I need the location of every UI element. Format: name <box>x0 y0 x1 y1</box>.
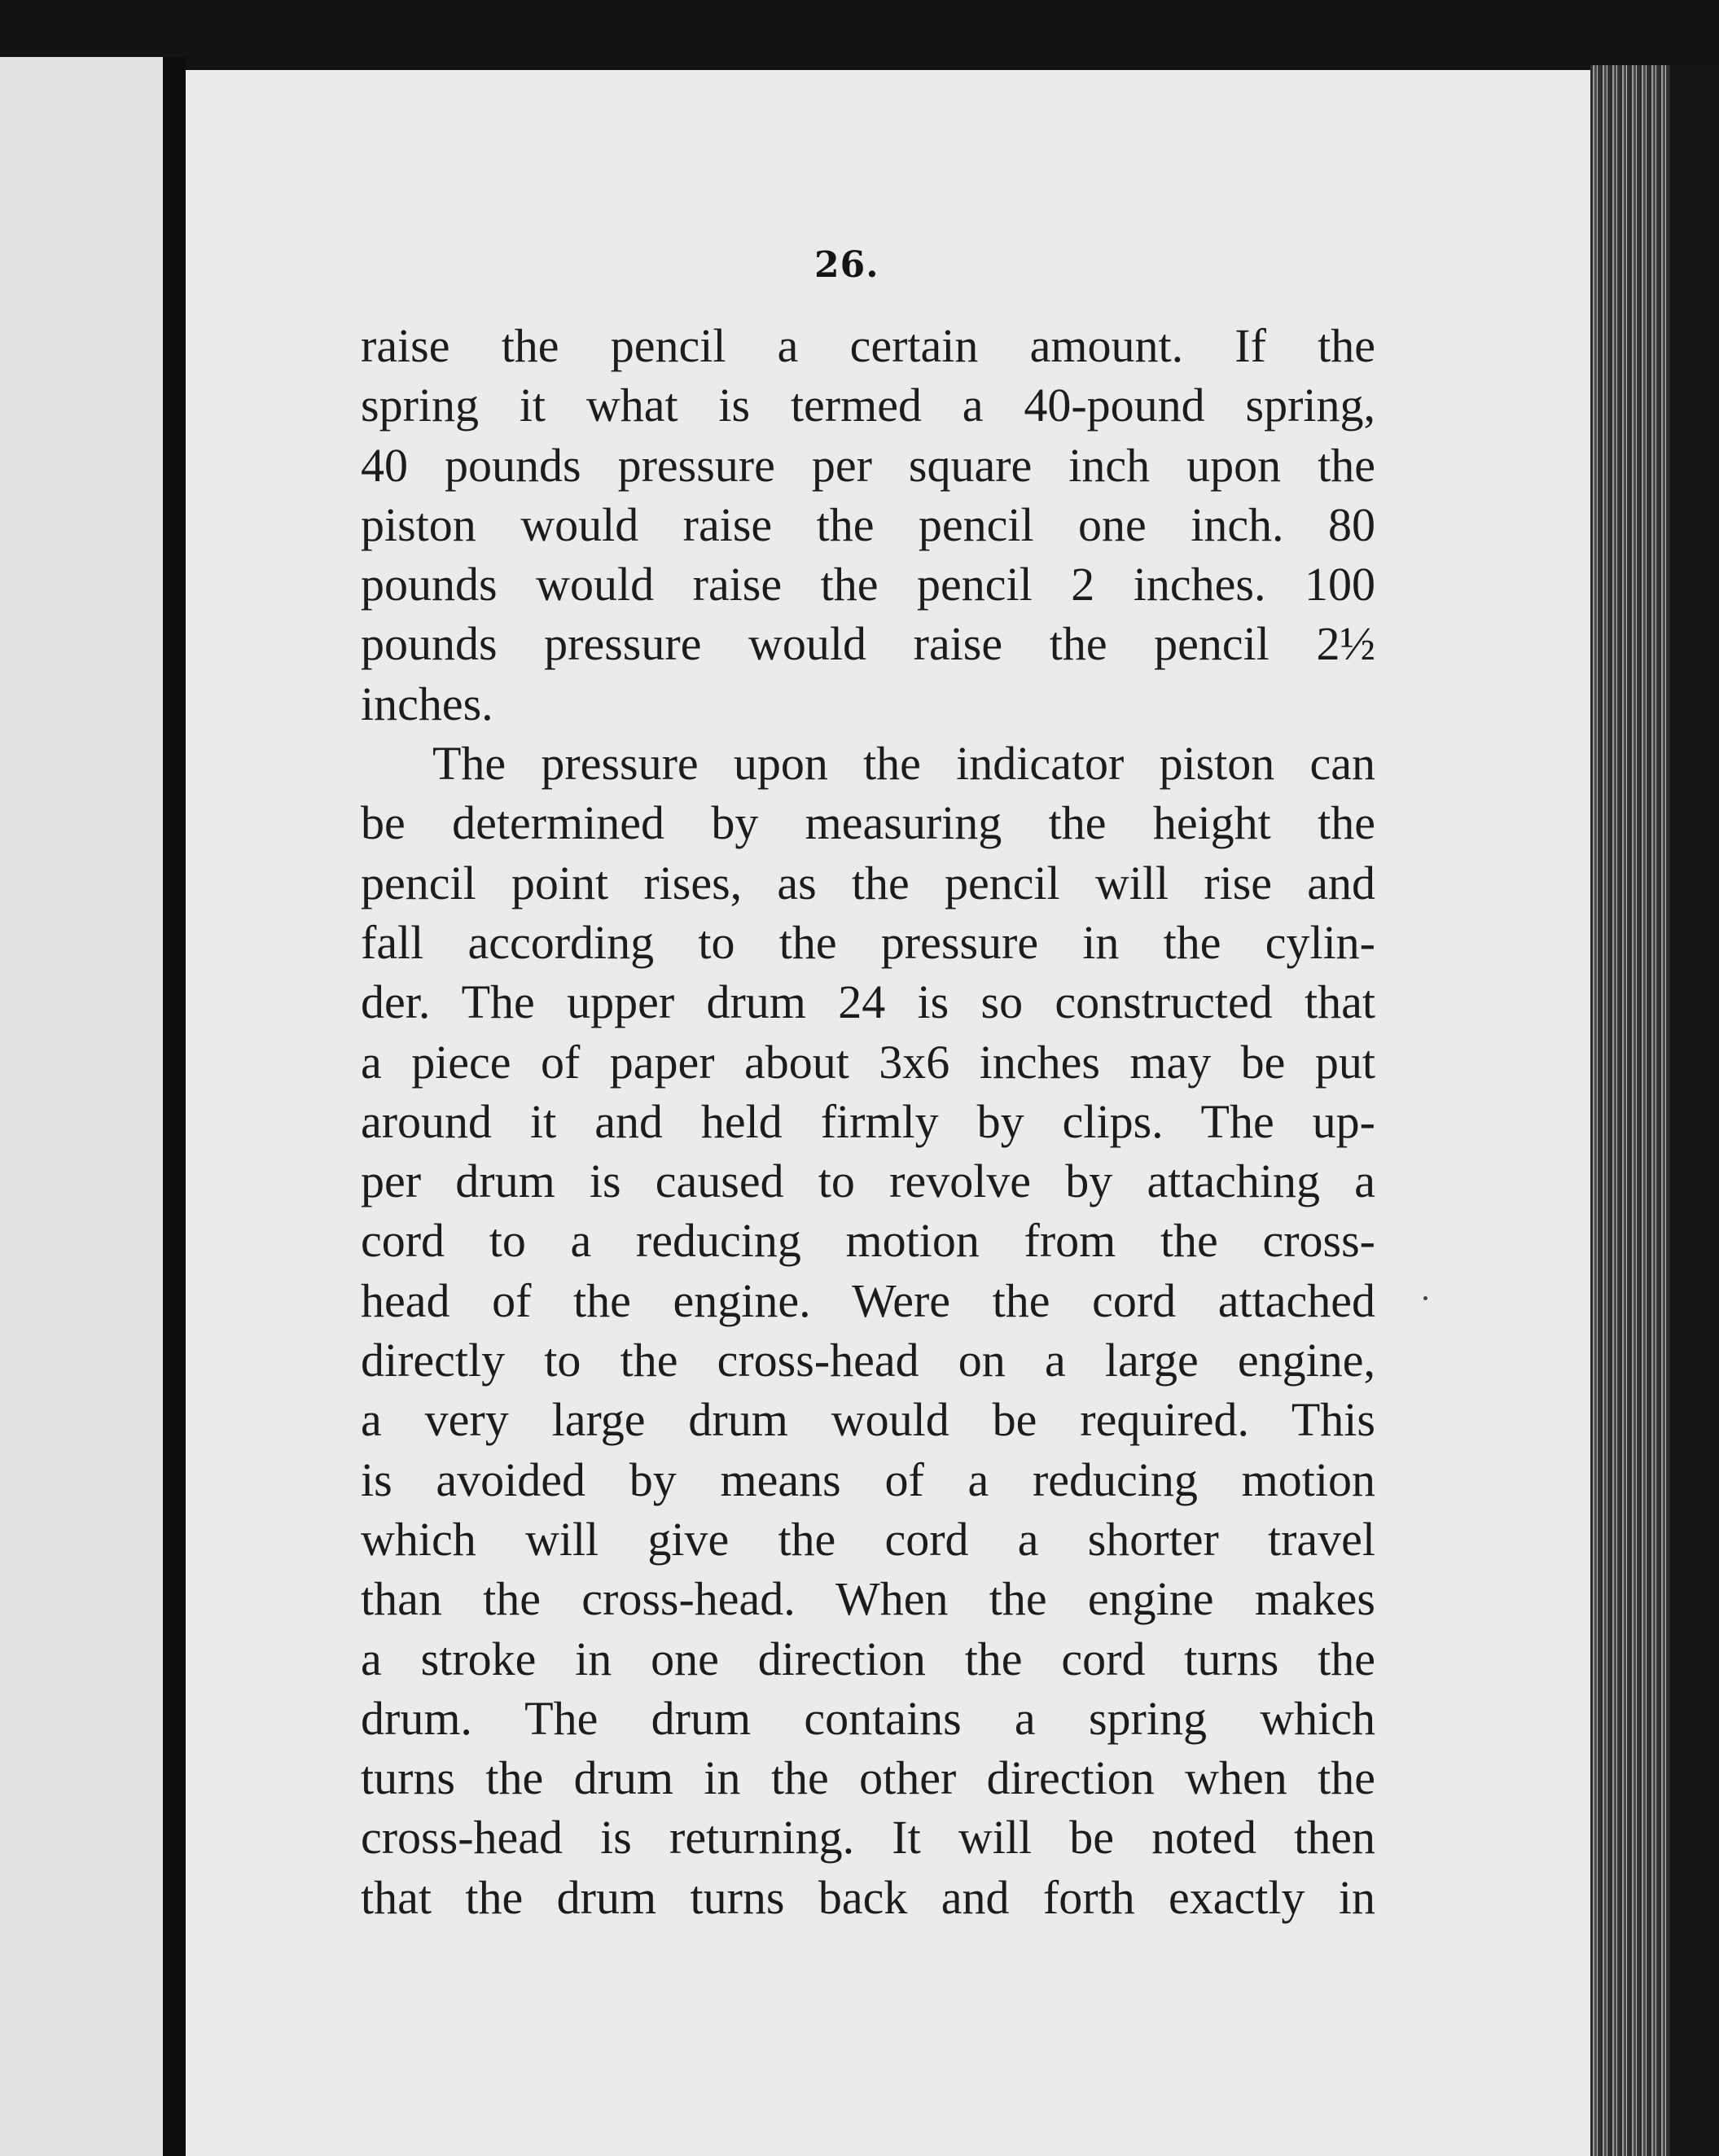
text-line: piston would raise the pencil one inch. 80 <box>361 497 1375 551</box>
text-line: cross-head is returning. It will be noted then <box>361 1811 1375 1865</box>
text-line: pencil point rises, as the pencil will rise and <box>361 856 1375 909</box>
text-line: spring it what is termed a 40-pound spring, <box>361 379 1375 432</box>
text-line: head of the engine. Were the cord attached <box>361 1273 1375 1327</box>
text-line: pounds would raise the pencil 2 inches. 100 <box>361 558 1375 611</box>
scan-speck <box>1423 1296 1427 1300</box>
text-line: der. The upper drum 24 is so constructed that <box>361 975 1375 1029</box>
page-edges <box>1590 65 1719 2156</box>
scan-top-border <box>0 0 1719 73</box>
text-line: pounds pressure would raise the pencil 2½ <box>361 617 1375 671</box>
text-line: inches. <box>361 677 493 730</box>
body-text <box>361 316 1375 1927</box>
facing-page-edge <box>0 57 163 2156</box>
page-number: 26. <box>814 244 879 286</box>
text-line: which will give the cord a shorter travel <box>361 1512 1375 1566</box>
text-line: be determined by measuring the height the <box>361 796 1375 850</box>
paragraph-start-line: The pressure upon the indicator piston can <box>432 737 1375 791</box>
text-line: drum. The drum contains a spring which <box>361 1691 1375 1745</box>
book-gutter <box>163 57 186 2156</box>
text-line: raise the pencil a certain amount. If the <box>361 319 1375 372</box>
text-line: a very large drum would be required. This <box>361 1393 1375 1447</box>
text-line: fall according to the pressure in the cylin- <box>361 915 1375 969</box>
text-line: a stroke in one direction the cord turns the <box>361 1632 1375 1685</box>
text-line: around it and held firmly by clips. The up- <box>361 1094 1375 1148</box>
text-line: than the cross-head. When the engine makes <box>361 1572 1375 1626</box>
text-line: per drum is caused to revolve by attaching a <box>361 1155 1375 1208</box>
text-line: cord to a reducing motion from the cross- <box>361 1214 1375 1268</box>
text-line: is avoided by means of a reducing motion <box>361 1453 1375 1506</box>
text-line: directly to the cross-head on a large engine, <box>361 1334 1375 1387</box>
text-line: turns the drum in the other direction when the <box>361 1751 1375 1805</box>
text-line: a piece of paper about 3x6 inches may be put <box>361 1035 1375 1089</box>
text-line: 40 pounds pressure per square inch upon the <box>361 438 1375 492</box>
text-line: that the drum turns back and forth exactly in <box>361 1870 1375 1924</box>
